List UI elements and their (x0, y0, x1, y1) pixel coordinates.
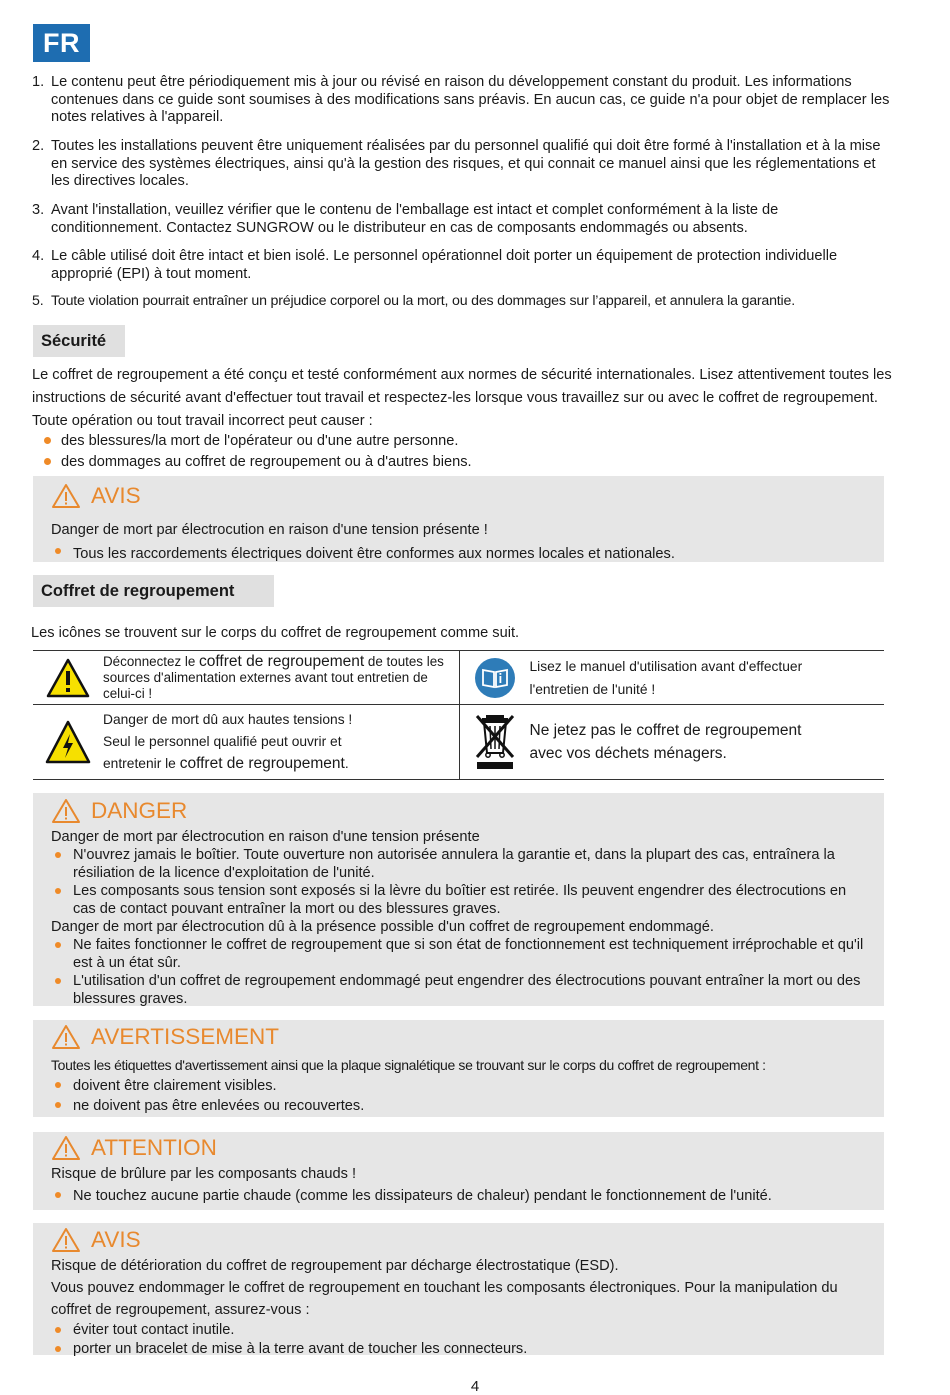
notice-header (51, 1225, 866, 1255)
intro-item-1 (32, 74, 892, 127)
list-item: Ne faites fonctionner le coffret de regroupement que si son état de fonctionnement est techniquement irréprochable et qu'il est à un état sûr. (51, 936, 866, 972)
page-number: 4 (470, 1378, 480, 1395)
table-cell (459, 705, 885, 779)
notice-line: Danger de mort par électrocution en raison d'une tension présente (51, 829, 480, 845)
intro-item-4 (32, 248, 892, 283)
text-fragment: coffret de regroupement (179, 755, 345, 772)
icon-description (530, 655, 811, 701)
text-line: Ne jetez pas le coffret de regroupement (529, 722, 802, 739)
notice-line: Danger de mort par électrocution en raison d'une tension présente ! (51, 522, 488, 538)
intro-item-number: 5. (32, 293, 44, 309)
warning-triangle-icon (51, 1024, 81, 1050)
text-line: l'entretien de l'unité ! (529, 681, 656, 697)
text-line: avec vos déchets ménagers. (529, 745, 727, 762)
notice-header (51, 1133, 866, 1163)
intro-item-number: 1. (32, 74, 45, 90)
notice-body (51, 1164, 866, 1207)
intro-item-2 (32, 138, 892, 191)
notice-line: Toutes les étiquettes d'avertissement ainsi que la plaque signalétique se trouvant sur le corps du coffret de regroupement : (51, 1057, 766, 1073)
list-item: L'utilisation d'un coffret de regroupement endommagé peut engendrer des électrocutions pouvant entraîner la mort ou des blessures graves. (51, 972, 866, 1008)
icon-description (530, 719, 810, 765)
intro-item-number: 3. (32, 202, 45, 218)
text-fragment: entretenir le (103, 756, 180, 771)
list-item: porter un bracelet de mise à la terre avant de toucher les connecteurs. (51, 1340, 866, 1360)
text-fragment: coffret de regroupement (199, 652, 365, 670)
list-item: Ne touchez aucune partie chaude (comme les dissipateurs de chaleur) pendant le fonctionnement de l'unité. (51, 1186, 866, 1208)
safety-bullets (32, 431, 892, 473)
list-item: ne doivent pas être enlevées ou recouvertes. (51, 1096, 866, 1117)
notice-line: Risque de détérioration du coffret de regroupement par décharge électrostatique (ESD). (51, 1258, 619, 1274)
intro-item-3 (32, 202, 892, 237)
notice-avertissement (33, 1020, 884, 1117)
section-heading-combiner: Coffret de regroupement (33, 575, 274, 607)
notice-title: AVIS (91, 483, 141, 508)
icon-wrapper (33, 658, 103, 698)
notice-line: Vous pouvez endommager le coffret de regroupement en touchant les composants électroniques. Pour la manipulation du coffret de regroupement, assurez-vous : (51, 1279, 838, 1318)
table-cell (33, 651, 459, 704)
text-line: Seul le personnel qualifié peut ouvrir et (103, 734, 342, 749)
intro-item-text: Toute violation pourrait entraîner un préjudice corporel ou la mort, ou des dommages sur l’appareil, et annulera la garantie. (51, 293, 795, 309)
warning-triangle-icon (51, 483, 81, 509)
icon-wrapper (33, 720, 103, 764)
intro-item-text: Toutes les installations peuvent être uniquement réalisées par du personnel qualifié qui doit être formé à l'installation et à la mise en service des systèmes électriques, ainsi qu'à la gestion des risques, et qui connait ce manuel ainsi que les réglementations et les directives locales. (51, 138, 881, 189)
notice-bullets (51, 1076, 866, 1117)
notice-body (51, 1256, 866, 1360)
warning-triangle-icon (51, 798, 81, 824)
read-manual-icon (474, 657, 516, 699)
list-item: éviter tout contact inutile. (51, 1321, 866, 1341)
notice-bullets (51, 542, 866, 566)
notice-title: DANGER (91, 798, 188, 823)
notice-header (51, 481, 866, 511)
notice-line: Danger de mort par électrocution dû à la présence possible d'un coffret de regroupement endommagé. (51, 919, 714, 935)
icons-table (33, 650, 884, 780)
notice-danger (33, 793, 884, 1006)
intro-item-text: Le contenu peut être périodiquement mis à jour ou révisé en raison du développement constant du produit. Les informations contenues dans ce guide sont soumises à des modifications sans préavis. En aucun cas, ce guide n'a pour objet de remplacer les notes relatives à l'appareil. (51, 74, 890, 125)
table-row (33, 651, 884, 705)
notice-bullets (51, 1321, 866, 1360)
text-fragment: de toutes les sources d'alimentation externes avant tout entretien de celui-ci ! (103, 653, 444, 701)
notice-header (51, 796, 866, 826)
intro-item-text: Le câble utilisé doit être intact et bien isolé. Le personnel opérationnel doit porter un équipement de protection individuelle approprié (EPI) à tout moment. (51, 248, 838, 282)
section-heading-safety: Sécurité (33, 325, 125, 357)
notice-attention (33, 1132, 884, 1210)
notice-line: Risque de brûlure par les composants chauds ! (51, 1166, 357, 1182)
intro-item-text: Avant l'installation, veuillez vérifier que le contenu de l'emballage est intact et complet conformément à la liste de conditionnement. Contactez SUNGROW ou le distributeur en cas de composants endommagés ou absents. (51, 202, 779, 236)
text-line: Lisez le manuel d'utilisation avant d'effectuer (529, 658, 803, 674)
text-fragment: . (344, 756, 349, 771)
text-line (103, 753, 352, 775)
notice-header (51, 1022, 866, 1052)
general-warning-icon (46, 658, 90, 698)
language-badge: FR (33, 24, 90, 62)
intro-item-number: 4. (32, 248, 45, 264)
icon-description (103, 709, 360, 775)
table-cell (33, 705, 459, 779)
safety-paragraph: Le coffret de regroupement a été conçu et testé conformément aux normes de sécurité internationales. Lisez attentivement toutes les instructions de sécurité avant d'effectuer tout travail et respectez-les lorsque vous travaillez sur ou avec le coffret de regroupement. Toute opération ou tout travail incorrect peut causer : (32, 367, 892, 429)
list-item: des dommages au coffret de regroupement ou à d'autres biens. (32, 452, 892, 473)
notice-bullets (51, 1186, 866, 1208)
notice-title: AVIS (91, 1227, 141, 1252)
list-item: doivent être clairement visibles. (51, 1076, 866, 1097)
notice-bullets (51, 846, 866, 918)
notice-body (51, 1055, 866, 1117)
warning-triangle-icon (51, 1227, 81, 1253)
list-item: Tous les raccordements électriques doivent être conformes aux normes locales et nationales. (51, 542, 866, 566)
list-item: des blessures/la mort de l'opérateur ou d'une autre personne. (32, 431, 892, 452)
notice-avis-esd (33, 1223, 884, 1355)
intro-item-number: 2. (32, 138, 45, 154)
notice-bullets (51, 936, 866, 1008)
icon-description (103, 654, 459, 702)
notice-avis (33, 476, 884, 562)
notice-body (51, 518, 866, 566)
notice-body (51, 828, 866, 1008)
combiner-paragraph: Les icônes se trouvent sur le corps du coffret de regroupement comme suit. (31, 625, 520, 641)
icon-wrapper (460, 657, 530, 699)
list-item: Les composants sous tension sont exposés si la lèvre du boîtier est retirée. Ils peuvent engendrer des électrocutions en cas de contact pouvant entraîner la mort ou des blessures graves. (51, 882, 866, 918)
notice-title: ATTENTION (91, 1135, 217, 1160)
text-fragment: Déconnectez le (103, 653, 200, 669)
icon-wrapper (460, 713, 530, 771)
table-row (33, 705, 884, 779)
text-line: Danger de mort dû aux hautes tensions ! (103, 712, 353, 727)
list-item: N'ouvrez jamais le boîtier. Toute ouverture non autorisée annulera la garantie et, dans la plupart des cas, entraînera la résiliation de la licence d'exploitation de l'unité. (51, 846, 866, 882)
high-voltage-icon (45, 720, 91, 764)
notice-title: AVERTISSEMENT (91, 1024, 279, 1049)
warning-triangle-icon (51, 1135, 81, 1161)
intro-item-5 (32, 293, 892, 311)
table-cell (459, 651, 885, 704)
weee-crossed-bin-icon (474, 713, 516, 771)
